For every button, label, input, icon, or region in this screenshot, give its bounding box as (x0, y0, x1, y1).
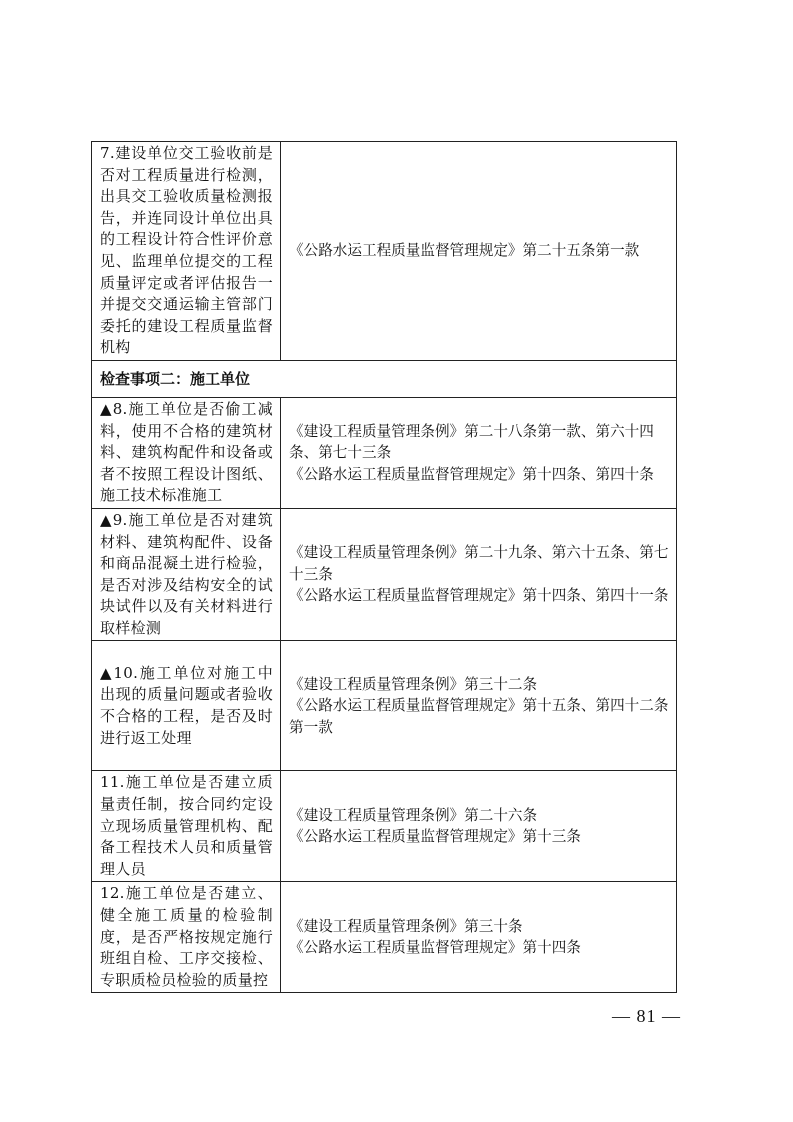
table-row (92, 508, 677, 641)
legal-basis-9 (281, 508, 677, 641)
basis-line: 《公路水运工程质量监督管理规定》第十四条 (289, 939, 581, 957)
legal-basis-12 (281, 882, 677, 993)
table-row (92, 882, 677, 993)
basis-line: 《公路水运工程质量监督管理规定》第十五条、第四十二条第一款 (289, 697, 669, 736)
basis-line: 《建设工程质量管理条例》第三十条 (289, 917, 523, 935)
basis-line: 《公路水运工程质量监督管理规定》第二十五条第一款 (289, 242, 640, 260)
basis-line: 《公路水运工程质量监督管理规定》第十四条、第四十条 (289, 465, 654, 483)
inspection-item-10: ▲10.施工单位对施工中出现的质量问题或者验收不合格的工程，是否及时进行返工处理 (92, 641, 281, 771)
section-header-row (92, 360, 677, 397)
section-title: 检查事项二：施工单位 (92, 360, 677, 397)
legal-basis-8 (281, 397, 677, 508)
inspection-item-11: 11.施工单位是否建立质量责任制，按合同约定设立现场质量管理机构、配备工程技术人员和质量管理人员 (92, 771, 281, 882)
page-number: — 81 — (612, 1006, 681, 1026)
inspection-item-8: ▲8.施工单位是否偷工减料，使用不合格的建筑材料、建筑构配件和设备或者不按照工程设计图纸、施工技术标准施工 (92, 397, 281, 508)
legal-basis-7 (281, 142, 677, 361)
legal-basis-10 (281, 641, 677, 771)
basis-line: 《建设工程质量管理条例》第二十八条第一款、第六十四条、第七十三条 (289, 422, 654, 462)
basis-line: 《建设工程质量管理条例》第二十六条 (289, 806, 538, 824)
basis-line: 《公路水运工程质量监督管理规定》第十四条、第四十一条 (289, 587, 669, 605)
inspection-item-9: ▲9.施工单位是否对建筑材料、建筑构配件、设备和商品混凝土进行检验，是否对涉及结构安全的试块试件以及有关材料进行取样检测 (92, 508, 281, 641)
inspection-table (91, 141, 677, 993)
basis-line: 《建设工程质量管理条例》第二十九条、第六十五条、第七十三条 (289, 544, 669, 583)
table-row (92, 641, 677, 771)
table-row (92, 142, 677, 361)
inspection-item-7: 7.建设单位交工验收前是否对工程质量进行检测，出具交工验收质量检测报告，并连同设计单位出具的工程设计符合性评价意见、监理单位提交的工程质量评定或者评估报告一并提交交通运输主管部门委托的建设工程质量监督机构 (92, 142, 281, 361)
inspection-item-12: 12.施工单位是否建立、健全施工质量的检验制度，是否严格按规定施行班组自检、工序交接检、专职质检员检验的质量控 (92, 882, 281, 993)
table-row (92, 397, 677, 508)
table-row (92, 771, 677, 882)
basis-line: 《建设工程质量管理条例》第三十二条 (289, 675, 538, 693)
basis-line: 《公路水运工程质量监督管理规定》第十三条 (289, 828, 581, 846)
legal-basis-11 (281, 771, 677, 882)
